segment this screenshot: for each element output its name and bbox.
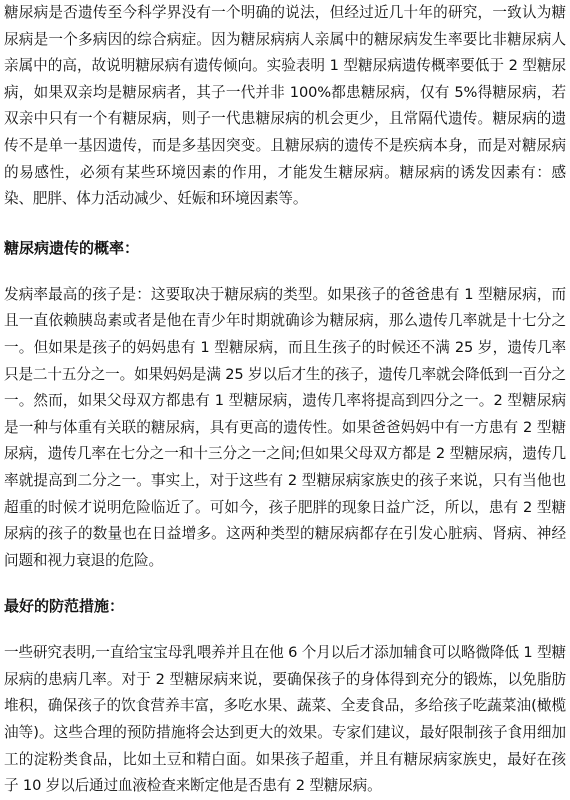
heading-probability: 糖尿病遗传的概率： bbox=[4, 238, 140, 257]
prevention-paragraph: 一些研究表明,一直给宝宝母乳喂养并且在他 6 个月以后才添加辅食可以略微降低 1 型糖尿病的患病几率。对于 2 型糖尿病来说，要确保孩子的身体得到充分的锻炼，以免脂肪堆积，确保孩子的饮食营养丰富，多吃水果、蔬菜、全麦食品，多给孩子吃蔬菜油(橄榄油等)。这些合理的预防措施将会达到更大的效果。专家们建议，最好限制孩子食用细加工的淀粉类食品，比如土豆和精白面。如果孩子超重，并且有糖尿病家族史，最好在孩子 10 岁以后通过血液检查来断定他是否患有 2 型糖尿病。 bbox=[4, 644, 566, 795]
probability-paragraph: 发病率最高的孩子是：这要取决于糖尿病的类型。如果孩子的爸爸患有 1 型糖尿病，而且一直依赖胰岛素或者是他在青少年时期就确诊为糖尿病，那么遗传几率就是十七分之一。但如果是孩子的妈妈患有 1 型糖尿病，而且生孩子的时候还不满 25 岁，遗传几率只是二十五分之一。如果妈妈是满 25 岁以后才生的孩子，遗传几率就会降低到一百分之一。然而，如果父母双方都患有 1 型糖尿病，遗传几率将提高到四分之一。2 型糖尿病是一种与体重有关联的糖尿病，具有更高的遗传性。如果爸爸妈妈中有一方患有 2 型糖尿病，遗传几率在七分之一和十三分之一之间;但如果父母双方都是 2 型糖尿病，遗传几率就提高到二分之一。事实上，对于这些有 2 型糖尿病家族史的孩子来说，只有当他也超重的时候才说明危险临近了。可如今，孩子肥胖的现象日益广泛，所以，患有 2 型糖尿病的孩子的数量也在日益增多。这两种类型的糖尿病都存在引发心脏病、肾病、神经问题和视力衰退的危险。 bbox=[4, 285, 566, 569]
intro-paragraph: 糖尿病是否遗传至今科学界没有一个明确的说法，但经过近几十年的研究，一致认为糖尿病是一个多病因的综合病症。因为糖尿病病人亲属中的糖尿病发生率要比非糖尿病人亲属中的高，故说明糖尿病有遗传倾向。实验表明 1 型糖尿病遗传概率要低于 2 型糖尿病，如果双亲均是糖尿病者，其子一代并非 100%都患糖尿病，仅有 5%得糖尿病，若双亲中只有一个有糖尿病，则子一代患糖尿病的机会更少，且常隔代遗传。糖尿病的遗传不是单一基因遗传，而是多基因突变。且糖尿病的遗传不是疾病本身，而是对糖尿病的易感性，必须有某些环境因素的作用，才能发生糖尿病。糖尿病的诱发因素有：感染、肥胖、体力活动减少、妊娠和环境因素等。 bbox=[4, 4, 566, 208]
heading-prevention: 最好的防范措施： bbox=[4, 597, 125, 616]
